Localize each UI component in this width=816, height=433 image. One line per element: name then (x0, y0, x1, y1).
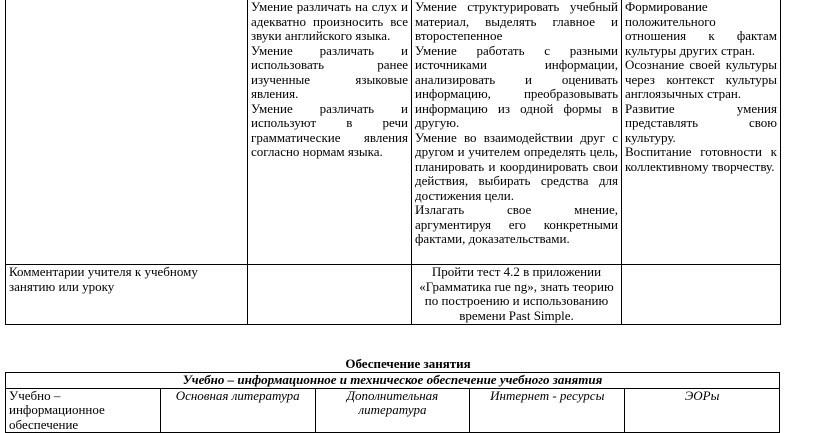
teacher-comments-label: Комментарии учителя к учебному занятию или уроку (6, 265, 248, 325)
lesson-results-table (5, 0, 781, 325)
results-row-label-cell (6, 0, 248, 265)
personal-results-cell (622, 0, 781, 265)
subject-result: Умение различать на слух и адекватно произносить все звуки английского языка. (251, 0, 408, 43)
metasubject-result: Умение работать с разными источниками информации, анализировать и оценивать информацию, преобразовывать информацию из одной формы в другую. (415, 42, 618, 130)
support-table-header: Учебно – информационное и техническое обеспечение учебного занятия (6, 373, 780, 389)
support-column-additional-literature: Дополнительная литература (315, 388, 470, 433)
personal-result: Осознание своей культуры через контекст культуры англоязычных стран. (625, 57, 777, 101)
support-column-main-literature: Основная литература (160, 388, 315, 433)
support-table-row (6, 388, 780, 433)
personal-result: Развитие умения представлять свою культуру. (625, 100, 777, 145)
teacher-comments-text: Пройти тест 4.2 в приложении «Грамматика rue ng», знать теорию по построению и использованию времени Past Simple. (412, 265, 622, 325)
teacher-comments-empty-cell (622, 265, 781, 325)
results-row (6, 0, 781, 265)
support-table-header-row (6, 373, 780, 389)
metasubject-result: Умение во взаимодействии друг с другом и учителем определять цель, планировать и координировать свои действия, выбирать средства для достижения цели. (415, 129, 618, 203)
personal-result: Воспитание готовности к коллективному творчеству. (625, 144, 777, 174)
teacher-comments-empty-cell (248, 265, 412, 325)
metasubject-result: Излагать свое мнение, аргументируя его конкретными фактами, доказательствами. (415, 202, 618, 246)
subject-results-cell (248, 0, 412, 265)
support-column-internet-resources: Интернет - ресурсы (470, 388, 625, 433)
teacher-comments-row (6, 265, 781, 325)
lesson-support-table (5, 372, 780, 433)
support-row-label: Учебно – информационное обеспечение (6, 388, 161, 433)
metasubject-results-cell (412, 0, 622, 265)
subject-result: Умение различать и использовать ранее изученные языковые явления. (251, 42, 408, 101)
support-column-eor: ЭОРы (625, 388, 780, 433)
metasubject-result: Умение структурировать учебный материал, выделять главное и второстепенное (415, 0, 618, 43)
subject-result: Умение различать и используют в речи грамматические явления согласно нормам языка. (251, 100, 408, 159)
section-title: Обеспечение занятия (345, 356, 471, 371)
personal-result: Формирование положительного отношения к фактам культуры других стран. (625, 0, 777, 58)
